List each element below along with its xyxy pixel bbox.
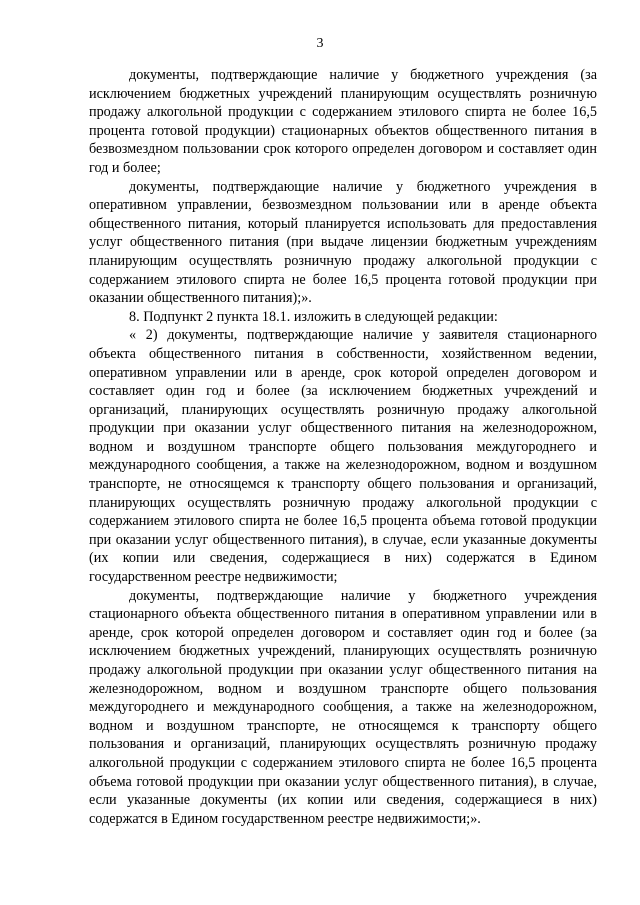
- paragraph-amendment-heading: 8. Подпункт 2 пункта 18.1. изложить в следующей редакции:: [129, 308, 498, 325]
- page-number: 3: [316, 36, 324, 51]
- paragraph-subitem-2-budget-institution: документы, подтверждающие наличие у бюджетного учреждения стационарного объекта общественного питания в оперативном управлении или в аренде, срок которой определен договором и составляет один год и более (за исключением бюджетных учреждений, планирующих осуществлять розничную продажу алкогольной продукции при оказании услуг общественного питания на железнодорожном, водном и воздушном транспорте общего пользования междугороднего и международного сообщения, а также на железнодорожном, водном и воздушном транспорте, не относящемся к транспорту общего пользования и организаций, планирующих осуществлять розничную продажу алкогольной продукции с содержанием этилового спирта не более 16,5 процента объема готовой продукции при оказании услуг общественного питания), в случае, если указанные документы (их копии или сведения, содержащиеся в них) содержатся в Едином государственном реестре недвижимости;».: [89, 587, 597, 827]
- paragraph-budget-institution-free-use: документы, подтверждающие наличие у бюджетного учреждения (за исключением бюджетных учреждений планирующим осуществлять розничную продажу алкогольной продукции с содержанием этилового спирта не более 16,5 процента готовой продукции) стационарных объектов общественного питания в безвозмездном пользовании срок которого определен договором и составляет один год и более;: [89, 67, 597, 176]
- paragraph-subitem-2-applicant: « 2) документы, подтверждающие наличие у заявителя стационарного объекта общественного питания в собственности, хозяйственном ведении, оперативном управлении или в аренде, срок которой определен договором и составляет один год и более (за исключением бюджетных учреждений и организаций, планирующих осуществлять розничную продажу алкогольной продукции при оказании услуг общественного питания на железнодорожном, водном и воздушном транспорте общего пользования междугороднего и международного сообщения, а также на железнодорожном, водном и воздушном транспорте, не относящемся к транспорту общего пользования и организаций, планирующих осуществлять розничную продажу алкогольной продукции с содержанием этилового спирта не более 16,5 процента объема готовой продукции при оказании услуг общественного питания), в случае, если указанные документы (их копии или сведения, содержащиеся в них) содержатся в Едином государственном реестре недвижимости;: [89, 327, 597, 586]
- document-body: [89, 66, 597, 828]
- paragraph-budget-institution-lease: документы, подтверждающие наличие у бюджетного учреждения в оперативном управлении, безвозмездном пользовании или в аренде объекта общественного питания, который планируется использовать для предоставления услуг общественного питания (при выдаче лицензии бюджетным учреждениям планирующим осуществлять розничную продажу алкогольной продукции с содержанием этилового спирта не более 16,5 процента готовой продукции при оказании общественного питания);».: [89, 178, 597, 307]
